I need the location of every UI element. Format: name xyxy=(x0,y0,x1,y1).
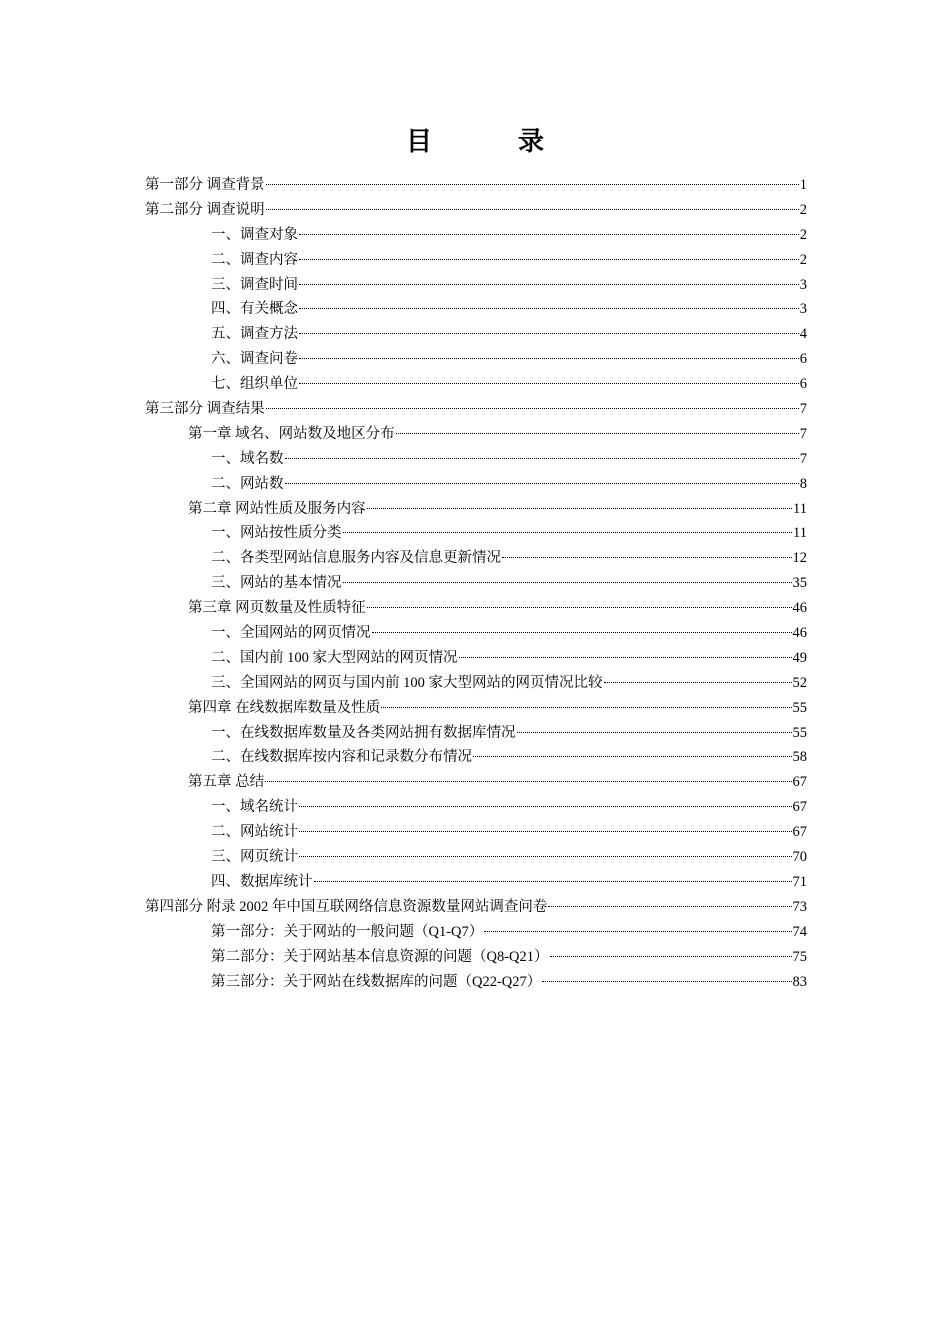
toc-dot-leader xyxy=(473,756,792,757)
toc-entry-page-number: 3 xyxy=(799,276,807,293)
toc-entry-label: 第二部分 调查说明 xyxy=(145,201,265,218)
toc-entry[interactable] xyxy=(145,895,807,920)
toc-entry[interactable] xyxy=(145,447,807,472)
toc-entry-label: 第一章 域名、网站数及地区分布 xyxy=(188,425,395,442)
toc-entry-label: 一、在线数据库数量及各类网站拥有数据库情况 xyxy=(211,724,516,741)
toc-entry[interactable] xyxy=(145,845,807,870)
toc-entry-page-number: 7 xyxy=(799,425,807,442)
toc-entry-page-number: 6 xyxy=(799,376,807,393)
toc-entry[interactable] xyxy=(145,745,807,770)
toc-entry-page-number: 2 xyxy=(799,226,807,243)
table-of-contents xyxy=(145,173,807,994)
toc-entry[interactable] xyxy=(145,721,807,746)
toc-entry[interactable] xyxy=(145,546,807,571)
toc-entry-label: 四、数据库统计 xyxy=(211,873,313,890)
toc-dot-leader xyxy=(299,831,792,832)
toc-entry-label: 第一部分 调查背景 xyxy=(145,177,265,193)
toc-dot-leader xyxy=(604,682,792,683)
toc-dot-leader xyxy=(396,433,799,434)
toc-entry-page-number: 58 xyxy=(792,749,807,766)
toc-entry-page-number: 83 xyxy=(792,973,807,990)
toc-entry-label: 一、域名数 xyxy=(211,450,284,467)
toc-entry-label: 第三章 网页数量及性质特征 xyxy=(188,600,366,617)
toc-entry[interactable] xyxy=(145,696,807,721)
toc-dot-leader xyxy=(548,906,791,907)
toc-entry[interactable] xyxy=(145,521,807,546)
toc-entry[interactable] xyxy=(145,173,807,198)
toc-entry-page-number: 75 xyxy=(792,948,807,965)
toc-entry[interactable] xyxy=(145,770,807,795)
toc-entry[interactable] xyxy=(145,870,807,895)
toc-entry[interactable] xyxy=(145,671,807,696)
toc-entry[interactable] xyxy=(145,422,807,447)
toc-entry-label: 第四章 在线数据库数量及性质 xyxy=(188,699,381,716)
toc-entry[interactable] xyxy=(145,621,807,646)
toc-entry-page-number: 55 xyxy=(792,699,807,716)
toc-entry-label: 三、调查时间 xyxy=(211,276,298,293)
toc-entry-page-number: 73 xyxy=(792,898,807,915)
toc-entry-label: 二、在线数据库按内容和记录数分布情况 xyxy=(211,749,472,766)
toc-entry-label: 二、网站统计 xyxy=(211,824,298,841)
toc-dot-leader xyxy=(299,358,799,359)
toc-entry[interactable] xyxy=(145,497,807,522)
toc-dot-leader xyxy=(542,981,791,982)
toc-dot-leader xyxy=(285,483,799,484)
toc-entry-page-number: 2 xyxy=(799,251,807,268)
toc-dot-leader xyxy=(502,557,792,558)
toc-entry[interactable] xyxy=(145,571,807,596)
toc-entry-label: 二、调查内容 xyxy=(211,251,298,268)
toc-dot-leader xyxy=(381,707,791,708)
toc-dot-leader xyxy=(299,856,792,857)
toc-entry-page-number: 46 xyxy=(792,600,807,617)
toc-dot-leader xyxy=(266,408,799,409)
toc-entry-page-number: 11 xyxy=(793,525,807,542)
toc-entry-page-number: 8 xyxy=(799,475,807,492)
toc-entry-page-number: 46 xyxy=(792,625,807,642)
toc-entry[interactable] xyxy=(145,646,807,671)
toc-dot-leader xyxy=(266,209,799,210)
toc-dot-leader xyxy=(459,657,792,658)
toc-entry[interactable] xyxy=(145,945,807,970)
toc-entry-label: 三、网站的基本情况 xyxy=(211,575,342,592)
toc-entry-label: 一、全国网站的网页情况 xyxy=(211,625,371,642)
toc-dot-leader xyxy=(343,532,793,533)
toc-entry-page-number: 3 xyxy=(799,301,807,318)
toc-entry-page-number: 7 xyxy=(799,450,807,467)
toc-entry-page-number: 67 xyxy=(792,824,807,841)
toc-entry-label: 三、全国网站的网页与国内前 100 家大型网站的网页情况比较 xyxy=(211,674,603,691)
toc-dot-leader xyxy=(314,881,792,882)
toc-entry-label: 第一部分：关于网站的一般问题（Q1-Q7） xyxy=(211,923,484,940)
toc-entry-page-number: 74 xyxy=(792,923,807,940)
toc-dot-leader xyxy=(299,308,799,309)
toc-entry-page-number: 11 xyxy=(793,500,807,517)
toc-entry-label: 第二部分：关于网站基本信息资源的问题（Q8-Q21） xyxy=(211,948,549,965)
toc-entry-page-number: 6 xyxy=(799,351,807,368)
toc-entry-page-number: 55 xyxy=(792,724,807,741)
toc-dot-leader xyxy=(265,781,791,782)
toc-entry-page-number: 67 xyxy=(792,774,807,791)
toc-entry[interactable] xyxy=(145,297,807,322)
toc-entry[interactable] xyxy=(145,795,807,820)
toc-dot-leader xyxy=(343,582,792,583)
toc-dot-leader xyxy=(299,806,792,807)
toc-dot-leader xyxy=(372,632,792,633)
toc-dot-leader xyxy=(367,508,792,509)
toc-dot-leader xyxy=(266,184,799,185)
toc-dot-leader xyxy=(517,732,792,733)
toc-dot-leader xyxy=(550,956,792,957)
toc-entry[interactable] xyxy=(145,347,807,372)
toc-entry[interactable] xyxy=(145,596,807,621)
toc-entry-page-number: 52 xyxy=(792,674,807,691)
page-title: 目 录 xyxy=(405,127,574,156)
toc-entry-label: 五、调查方法 xyxy=(211,326,298,343)
toc-entry-label: 一、网站按性质分类 xyxy=(211,525,342,542)
toc-entry-page-number: 70 xyxy=(792,849,807,866)
toc-entry-page-number: 71 xyxy=(792,873,807,890)
toc-entry-page-number: 7 xyxy=(799,401,807,418)
toc-entry[interactable] xyxy=(145,372,807,397)
toc-entry-label: 一、调查对象 xyxy=(211,226,298,243)
toc-entry[interactable] xyxy=(145,920,807,945)
toc-entry[interactable] xyxy=(145,223,807,248)
toc-dot-leader xyxy=(299,259,799,260)
toc-entry-label: 一、域名统计 xyxy=(211,799,298,816)
toc-entry-page-number: 12 xyxy=(792,550,807,567)
toc-entry-page-number: 35 xyxy=(792,575,807,592)
toc-dot-leader xyxy=(299,383,799,384)
toc-entry-label: 第二章 网站性质及服务内容 xyxy=(188,500,366,517)
toc-entry-label: 二、国内前 100 家大型网站的网页情况 xyxy=(211,649,458,666)
toc-dot-leader xyxy=(484,931,791,932)
toc-entry-page-number: 4 xyxy=(799,326,807,343)
toc-entry-label: 二、网站数 xyxy=(211,475,284,492)
toc-entry-label: 三、网页统计 xyxy=(211,849,298,866)
toc-entry-label: 第五章 总结 xyxy=(188,774,265,791)
toc-dot-leader xyxy=(299,234,799,235)
toc-entry[interactable] xyxy=(145,970,807,995)
toc-entry-page-number: 2 xyxy=(799,201,807,218)
toc-entry-label: 第四部分 附录 2002 年中国互联网络信息资源数量网站调查问卷 xyxy=(145,898,548,915)
toc-dot-leader xyxy=(299,284,799,285)
toc-entry-label: 第三部分 调查结果 xyxy=(145,401,265,418)
toc-dot-leader xyxy=(299,333,799,334)
toc-entry-label: 第三部分：关于网站在线数据库的问题（Q22-Q27） xyxy=(211,973,542,990)
toc-entry-label: 六、调查问卷 xyxy=(211,351,298,368)
toc-entry-page-number: 49 xyxy=(792,649,807,666)
toc-entry-label: 二、各类型网站信息服务内容及信息更新情况 xyxy=(211,550,501,567)
toc-entry-label: 七、组织单位 xyxy=(211,376,298,393)
toc-entry[interactable] xyxy=(145,397,807,422)
toc-entry[interactable] xyxy=(145,322,807,347)
toc-entry-label: 四、有关概念 xyxy=(211,301,298,318)
toc-dot-leader xyxy=(285,458,799,459)
toc-entry[interactable] xyxy=(145,198,807,223)
toc-entry[interactable] xyxy=(145,248,807,273)
toc-entry-page-number: 67 xyxy=(792,799,807,816)
toc-entry[interactable] xyxy=(145,273,807,298)
toc-dot-leader xyxy=(367,607,792,608)
toc-entry[interactable] xyxy=(145,472,807,497)
toc-entry-page-number: 1 xyxy=(799,177,807,193)
toc-entry[interactable] xyxy=(145,820,807,845)
